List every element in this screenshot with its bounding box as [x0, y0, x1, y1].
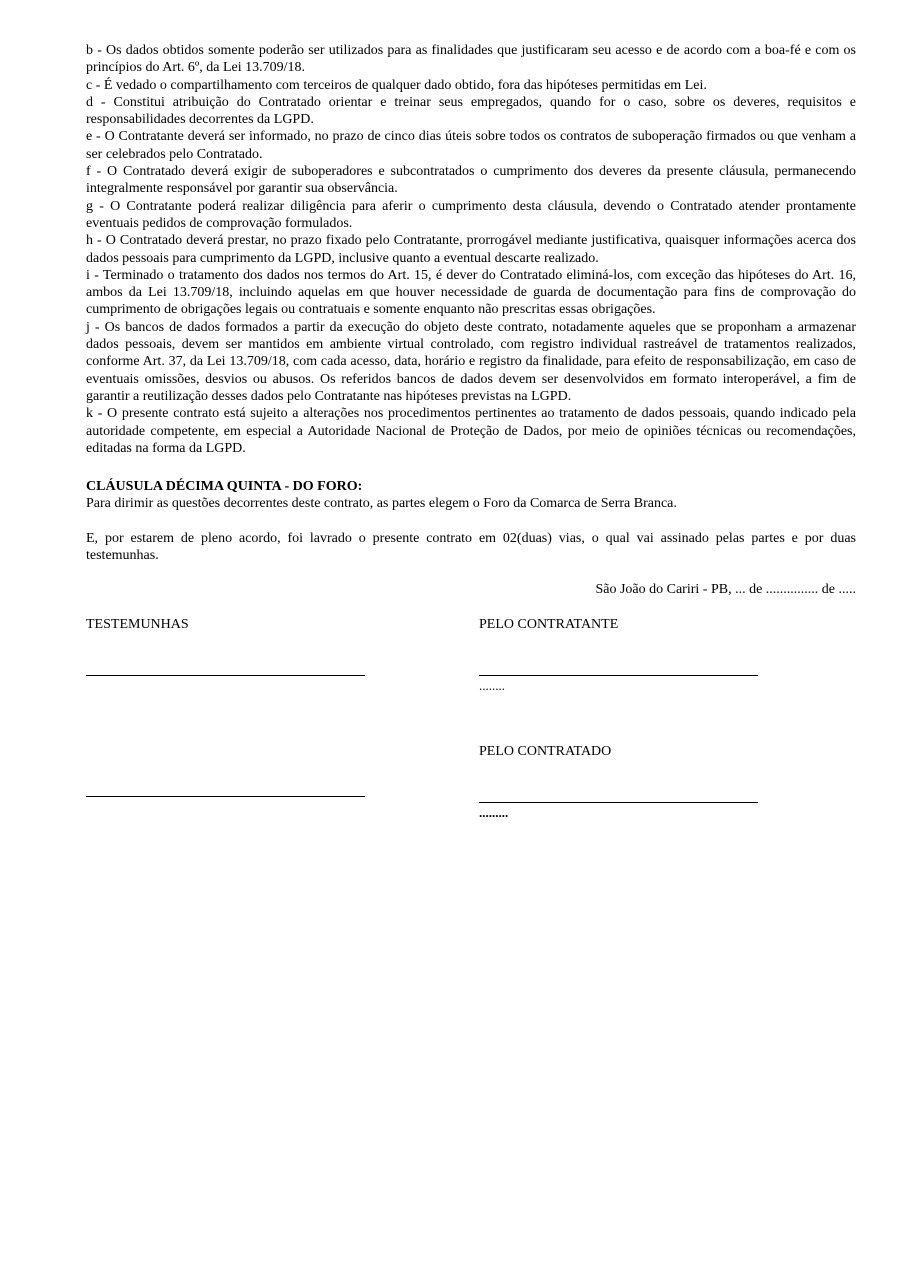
witnesses-column: [86, 616, 366, 797]
clause-h: h - O Contratado deverá prestar, no prazo fixado pelo Contratante, prorrogável mediante justificativa, quaisquer informações acerca dos dados pessoais para cumprimento da LGPD, inclusive quanto a eventual descarte realizado.: [86, 233, 856, 266]
foro-text: Para dirimir as questões decorrentes deste contrato, as partes elegem o Foro da Comarca de Serra Branca.: [86, 496, 677, 512]
clause-b: b - Os dados obtidos somente poderão ser utilizados para as finalidades que justificaram seu acesso e de acordo com a boa-fé e com os princípios do Art. 6º, da Lei 13.709/18.: [86, 43, 856, 76]
witness-1-signature-line: [86, 675, 365, 676]
contratado-name: .........: [479, 805, 509, 821]
clause-g: g - O Contratante poderá realizar diligência para aferir o cumprimento desta cláusula, devendo o Contratado atender prontamente eventuais pedidos de comprovação formulados.: [86, 198, 856, 231]
clause-k: k - O presente contrato está sujeito a alterações nos procedimentos pertinentes ao tratamento de dados pessoais, quando indicado pela autoridade competente, em especial a Autoridade Nacional de Proteção de Dados, por meio de opiniões técnicas ou recomendações, editadas na forma da LGPD.: [86, 406, 856, 456]
contratante-name: ........: [479, 677, 505, 693]
witnesses-label: TESTEMUNHAS: [86, 616, 189, 632]
date-line: São João do Cariri - PB, ... de ............... de .....: [595, 582, 856, 598]
contratado-signature-line: [479, 802, 758, 803]
document-page: [86, 42, 856, 876]
closing-text: E, por estarem de pleno acordo, foi lavrado o presente contrato em 02(duas) vias, o qual vai assinado pelas partes e por duas testemunhas.: [86, 530, 856, 564]
clause-j: j - Os bancos de dados formados a partir da execução do objeto deste contrato, notadamente aqueles que se proponham a armazenar dados pessoais, devem ser mantidos em ambiente virtual controlado, com registro individual rastreável de tratamentos realizados, conforme Art. 37, da Lei 13.709/18, com cada acesso, data, horário e registro da finalidade, para efeito de responsabilização, em caso de eventuais omissões, desvios ou abusos. Os referidos bancos de dados devem ser desenvolvidos em formato interoperável, a fim de garantir a reutilização desses dados pelo Contratante nas hipóteses previstas na LGPD.: [86, 319, 856, 404]
parties-column: [479, 616, 759, 821]
clause-f: f - O Contratado deverá exigir de suboperadores e subcontratados o cumprimento dos deveres da presente cláusula, permanecendo integralmente responsável por garantir sua observância.: [86, 164, 856, 197]
clause-i: i - Terminado o tratamento dos dados nos termos do Art. 15, é dever do Contratado eliminá-los, com exceção das hipóteses do Art. 16, ambos da Lei 13.709/18, incluindo aquelas em que houver necessidade de guarda de documentação para fins de comprovação do cumprimento de obrigações legais ou contratuais e somente enquanto não prescritas essas obrigações.: [86, 267, 856, 318]
signature-area: [86, 616, 856, 876]
clause-c: c - É vedado o compartilhamento com terceiros de qualquer dado obtido, fora das hipóteses permitidas em Lei.: [86, 77, 707, 93]
contratado-label: PELO CONTRATADO: [479, 743, 612, 759]
clause-d: d - Constitui atribuição do Contratado orientar e treinar seus empregados, quando for o caso, sobre os deveres, requisitos e responsabilidades decorrentes da LGPD.: [86, 94, 856, 128]
contratante-label: PELO CONTRATANTE: [479, 616, 619, 632]
spacer: [86, 513, 856, 530]
witness-2-signature-line: [86, 796, 365, 797]
clause-e: e - O Contratante deverá ser informado, no prazo de cinco dias úteis sobre todos os contratos de suboperação firmados ou que venham a ser celebrados pelo Contratado.: [86, 129, 856, 162]
foro-heading: CLÁUSULA DÉCIMA QUINTA - DO FORO:: [86, 479, 363, 495]
contratante-signature-line: [479, 675, 758, 676]
